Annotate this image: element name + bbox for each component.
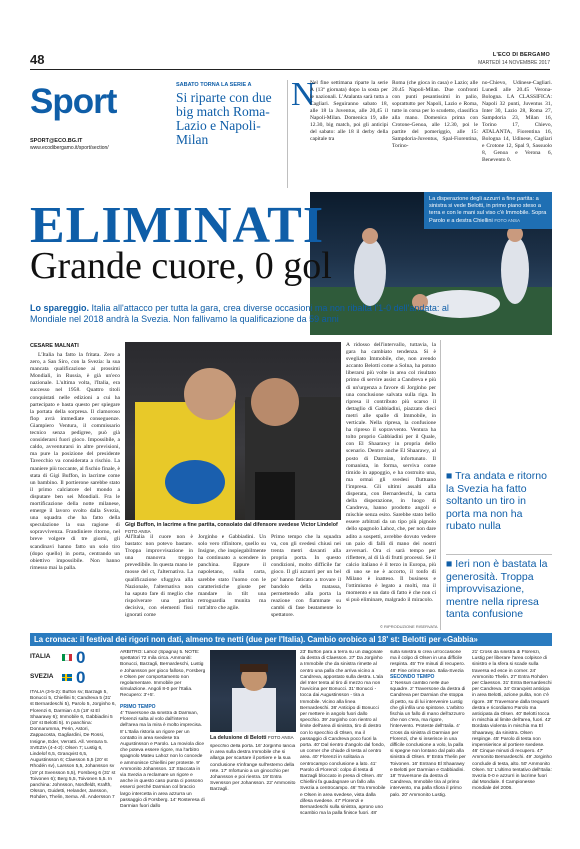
sweden-flag-icon <box>62 674 72 681</box>
divider-pullquotes <box>440 340 441 630</box>
home-goals: 0 <box>76 648 86 667</box>
away-team: SVEZIA <box>30 673 54 680</box>
issue-date: MARTEDÌ 14 NOVEMBRE 2017 <box>478 60 550 66</box>
lead-kicker: Lo spareggio. <box>30 303 90 313</box>
pullquote-1-text: Tra andata e ritorno la Svezia ha fatto soltanto un tiro in porta ma non ha rubato nulla <box>446 470 547 532</box>
pullquote-2-text: Ieri non è bastata la generosità. Troppa improvvisazione, mentre nella ripresa tanta confusione <box>446 558 548 620</box>
top-photo-caption-credit: FOTO ANSA <box>494 218 520 223</box>
pullquote-separator <box>446 554 552 555</box>
pullquote-1 <box>446 470 552 533</box>
top-col-3: no-Chievo, Udinese-Cagliari. Lunedì alle 20.45 Verona-Bologna. LA CLASSIFICA: Napoli 32 punti, Juventus 31, Inter 30, Lazio 28, Roma 27, Sampdoria 23, Milan 16, Torino 17, Chievo, ATALANTA, Fiorentina 16, Bologna 14, Udinese, Cagliari e Crotone 12, Spal 9, Sassuolo 8, Genoa e Verona 6, Benevento 0. <box>482 80 552 163</box>
chronicle-col-3: specchio della porta. 16' Jorginho lancia in area sulla destra Immobile che si allarga per scartare il portiere e la sua conclusione s'infrange sull'esterno della rete. 17' Infortunio a un ginocchio per Johansson e poi rientra. 19' Entra Svensson per Johansson. 22' Ammonito Barzagli. <box>210 744 296 793</box>
page-number: 48 <box>30 52 45 67</box>
section-email: SPORT@ECO.BG.IT <box>30 138 83 144</box>
belotti-caption-text: La delusione di Belotti <box>210 735 267 741</box>
top-photo-caption <box>424 192 552 229</box>
top-photo-caption-text: La disperazione degli azzurri a fine partita: a sinistra si vede Belotti, in primo piano steso a terra e con le mani sul viso c'è Immobile. Sopra Parolo e a destra Chiellini <box>429 196 547 224</box>
chronicle-col-5: sulla sinistra si crea un'occasione ma il colpo di Olsen in una difficile respinta. 45' Tre minuti di recupero. 48' Fine primo tempo, Italia-Svezia <box>390 650 466 672</box>
headline-sub: Grande cuore, 0 gol <box>30 245 332 287</box>
chronicle-col-4: 23' Buffon para a terra su un diagonale da destra di Claesson. 27' Da Jorginho a Immobile che da sinistra rimette al centro una palla che arriva vicino a Candreva, appostato sulla destra. L'ala del Inter tenta al tiro di mezzo ma non l'avvicina per Bonucci. 31' Bonucci - tocca dai Augustinsson - tira a Immobile. Vicino alla linea Bernardeschi. 36' Anticipo di Bonucci per mettere in angolo fuori dallo specchio. 39' Jorginho con rientro al limite dell'area di sinistra, tiro di destro con lo specchio di Olsen, ma il passaggio di Candreva poco fuori la porta. 40' Dal rientro d'angolo dal fondo, un corner che chiude di testa al centro area. 40' Florenzi in solitaria a centrocampo conclusione a lato. 41' Parolo di Florenzi: colpo di testa di Barzagli bloccato in presa di Olsen. 45' Chiellini fa guadagnare un fallo alla Svezia a centrocampo. 46' Tra Immobile e Olsen in area svedese, vista dalla difesa svedese. 47' Florenzi e Bernardeschi sulla sinistra, aprono uno scambio ma la palla finisce fuori. 48' <box>300 650 386 815</box>
pullquote-2 <box>446 558 552 621</box>
buffon-lindelof-photo-icon <box>125 342 341 520</box>
article-col-5: A ridosso dell'intervallo, tuttavia, la gara ha cambiato tendenza. Si è svegliato Immobile, che, non avendo accanto Belotti come a Solna, ha potuto liberarsi più volte in area col risultato primo di servire assist a Candreva e più di un'urgenza a favore di Jorginho per una conclusione salvata sulla riga. In ripresa il contributo più scarso il dettaglio di Gabbiadini, piazzato dieci metri alle spalle di Immobile, in verticale. Nella ripresa, la confusione ha ripreso il sopravvento. Ventura ha tolto proprio Gabbiadini per il Quale, con El Shaarawy in propria dello scenario. Dentro anche El Shaarawy, al posto di Darmian, infortunato. Il romanista, in forma, serviva come timido in appoggio, e ha costruito una, ma ormai gli svedesi fluttuano l'impresa. Gli ultimi assalti alla disperata, con Bernardeschi, la carta della disperazione, in luogo di Candreva, hanno prodotto angoli e mischie senza esito. Sarebbe stato bello essere arbitrati da un tipo più pignolo dello spagnolo Lahoz, che, per non dare adito a sospetti, avrebbe dovuto vedere un paio di falli di mano dei nostri avversari. Ora ci sarà tempo per riflettere, al di là di frutti processi. Se il calcio italiano è il terzo in Europa, più di uno se ne è accorto, il tonfo di Milano è inatteso. Il business e l'ottimismo è legato a molti, ma il momento e un dato di fatto è che non ci si può eliminare, malgrado il miracolo. <box>346 342 436 604</box>
second-half-title: SECONDO TEMPO <box>390 674 435 680</box>
referee-notes: ARBITRO: Lahoz (Spagna) 5. NOTE: spettatori 72 mila circa. Ammoniti: Bonucci, Barzagli, Bernardeschi, Lustig e Johansson per gioco falloso, Forsberg e Olsen per comportamento non regolamentare. Immobile per simulazione. Angoli 8-0 per l'Italia. Recupero: 3'+5'. <box>120 650 206 699</box>
teaser-title: Si riparte con due big match Roma-Lazio e Napoli-Milan <box>176 90 272 147</box>
chronicle-banner: La cronaca: il festival dei rigori non dati, almeno tre netti (due per l'Italia). Cambio orobico al 18' st: Belotti per «Gabbia» <box>30 633 552 646</box>
pullquote-2-bullet: ■ <box>446 558 456 570</box>
newspaper-name: L'ECO DI BERGAMO <box>492 52 550 58</box>
article-col-4: Primo tempo che la squadra va, con gli svedesi chiusi nei trenta metri davanti alla propria porta. In questo condizioni, molto difficile far gioco. Il gli azzurri per un bel po' hanno faticato a trovare il bandolo della matassa, permettendo alla porta la reazione con fiammate su cambi di fase beatamente lo spettatore. <box>271 534 341 619</box>
reproduction-note: © RIPRODUZIONE RISERVATA <box>380 624 438 629</box>
divider-teaser <box>287 80 288 188</box>
main-photo-caption-credit: FOTO ANSA <box>125 528 151 534</box>
section-title: Sport <box>30 82 117 121</box>
first-half-title: PRIMO TEMPO <box>120 704 156 710</box>
belotti-caption-credit: FOTO ANSA <box>268 735 294 740</box>
second-half-text: 1' Nessun cambio nelle due squadre. 2' Traversone da destra di Candreva per Darmian che stoppa di petto, su di lui intervenire Lustig che gli infila uno spintone. L'arbitro fischia un fallo di mano dell'azzurro che non c'era, ma rigore, l'intervento. Proteste dell'Italia. 4' Cross da sinistra di Darmian per Florenzi, che si inserisce in una difficile conclusione a volo, la palla si spegne non lontano dal palo alla sinistra di Olsen. 9' Entra Thelin per Toivonen. 16' Entrano El Shaarawy e Belotti per Darmian e Gabbiadini. 18' Traversone da destra di Candreva, Immobile tira al primo intervento, ma palla sfiora il primo palo. 20' Ammonito Lustig. <box>390 681 466 798</box>
teaser-kicker: SABATO TORNA LA SERIE A <box>176 82 252 88</box>
drop-cap: N <box>291 76 316 113</box>
main-photo <box>125 342 341 520</box>
first-half-text: 4' Traversone da sinistra di Darmian, Florenzi salta al volo dall'interno dell'area ma la mira è molto imprecisa. 8' L'Italia ristoria un rigore per un contatto in area svedese tra Augustinsson e Parolo. La moviola dice che poteva essere rigore, ma l'arbitro spagnolo Mateu Lahoz non lo concede e ammonisce Chiellini per proteste. 9' Ammonito Johansson. 13' Staccata in via Svezia a reclamare un rigore e anche in questo caso punta ci possono esserci perché Darmian col braccio largo intercetta in area azzurra un passaggio di Forsberg. 14' Rosteresa di Darmian fuori dallo <box>120 711 205 810</box>
home-team: ITALIA <box>30 653 51 660</box>
away-goals: 0 <box>76 668 86 687</box>
byline: CESARE MALNATI <box>30 343 79 349</box>
headline-lead <box>30 303 455 325</box>
top-col-1: Nel fine settimana riparte la serie A (13ª giornata) dopo la sosta per le nazionali. L'Atalanta sarà tutta a Cagliari. Seguiranno sabato 18, alle 18 la Juventus, alle 20,45 il Napoli-Milan. Domenica 19, alle 12.30, big match, poi gli anticipi del sabato: alle 18 il derby della capitale tra <box>310 80 388 142</box>
section-web: www.ecodibergamo.it/sport/section/ <box>30 145 109 151</box>
italy-flag-icon <box>62 654 72 661</box>
lead-text: Italia all'attacco per tutta la gara, crea diverse occasioni ma non ribalta l'1-0 dell'andata: al Mondiale nel 2018 andrà la Svezia. Non fallivamo la qualificazione da 59 anni <box>30 303 449 324</box>
chronicle-col-6: 21' Cross da sinistra di Florenzi, Lustig per liberare l'area colpisce di sinistro e la sfera si scade sulla traversa ed esce in corner. 24' Ammonito Thelin. 27' Entra Rohden per Claesson. 31' Entra Bernardeschi per Candreva. 34' Granqvist anticipa in area Belotti, azione pulita, non c'è rigore. 38' Traversone dalla trequarti destra e ricordiamo Parolo ma anticipata da Olsen. 40' Belotti tocca in mischia al limite dell'area, fuori. 42' Bordata violenta in mischia ma El Shaarawy, da sinistra. Olsen respinge. 45' Parolo di testa non impensierisce al portiere svedese. 46' Cinque minuti di recupero. 47' Ammonito Bernardeschi. 49' Jorginho conclude di testa, alto. 50' Ammonito Olsen. 51' L'ultimo tentativo dell'Italia: Svezia 0-0 e azzurri in lacrime fuori dal Mondiale. Il Campionesse mondiale del 2006. <box>472 650 552 792</box>
headline-main: ELIMINATI <box>30 197 325 254</box>
lineups: ITALIA (3-5-2): Buffon sv; Barzagli 5, Bonucci 5, Chiellini 5; Candreva 5 (31' st Bernardeschi 5), Parolo 5, Jorginho 6, Florenzi 6, Darmian 4,5 (18' st El Shaarawy 6); Immobile 6, Gabbiadini 5 (18' st Belotti 5). In panchina: Donnarumma, Perin, Astori, Zappacosta, Gagliardini, De Rossi, Insigne, Eder, Verratti. All. Ventura 5. SVEZIA (4-4-2): Olsen 7; Lustig 6, Lindelof 6,5, Granqvist 6,5, Augustinsson 6; Claesson 5,5 (20' st Rhodén sv), Larsson 5,5, Johansson sv (19' pt Svensson 5,5), Forsberg 6 (31' st Toivonen 6); Berg 5,5, Toivonen 5,5. In panchina: Johnsson, Nordfeldt, Krafth, Olsson, Guidetti, Helander, Jansson, Rohden, Thelin, Sema. All. Andersson 7 <box>30 690 116 801</box>
header-rule <box>30 69 550 70</box>
belotti-photo-caption <box>210 735 296 741</box>
belotti-photo <box>210 650 296 732</box>
top-col-2: Roma (che gioca in casa) e Lazio; alle 20.45 Napoli-Milan. Due confronti con punti pesantissimi in palio, soprattutto per Napoli, Lazio e Roma, tutte in corsa per lo scudetto, classifica alla mano. Domenica prima con Crotone-Genoa, alle 12.30, poi le partite del pomeriggio, alle 15: Sampdoria-Juventus, Spal-Fiorentina, Torino- <box>392 80 478 149</box>
article-col-2: All'Italia il cuore non è bastato: non potevo bastare. Troppa improvvisazione in una manovra troppo prevedibile. In questa mano le mosse del ct, l'alternativa. La qualificazione sfuggiva alla Nazionale, l'alternativa non ha saputo fare di meglio che rispolverare una partita decisiva, con elementi fissi ignorati come <box>125 534 193 619</box>
article-col-3: Jorginho e Gabbiadini. Un solo vero rifinitore, quello su Insigne, che inspiegabilmente ha continuato a scendere in panchina. Eppure il napoletano, sulla carta, sarebbe stato l'uomo con le caratteristiche giuste per mandare in tilt una retroguardia munita ma tutt'altro che agile. <box>198 534 266 611</box>
article-col-1: L'Italia ha fatto la fritata. Zero a zero, a San Siro, con la Svezia: la sua mancata qualificazione ai prossimi Mondiali, in Russia, è già un'eco nazionale. L'ultima volta, l'Italia, era successo nel 1958. Quattro titoli conquistati nelle edizioni a cui ha partecipato e basta questo per spiegare la portata della sorpresa. Il clamoroso flop avrà immediate conseguenze. Giampiero Ventura, il commissario tecnico senza pedigree, può già considerarsi fuori gioco. Impossibile, a caldo, avventurarsi in altre previsioni, ma pure la posizione del presidente Tavecchio va considerata a rischio. La maniere più toccante, al fischio finale, è stata di Gigi Buffon, in lacrime come un bambino. Il portierone sarebbe stato il primo calciatore del mondo a disputare ben sei Mondiali. Fra le mortificazione della notte milanese, emerge il lavoro svolto dalla Svezia, una squadra che ha fatto della speculazione la sua ragione di sopravvivenza. Frandiniere ritorno, nel breve volgere di tre giorni, gli scandinavi hanno fatto un solo tiro (dopo quello) in porta, centrando un obiettivo impossibile. Non hanno rimesso mai la palla. <box>30 352 120 571</box>
belotti-photo-icon <box>210 650 296 732</box>
pullquote-1-bullet: ■ <box>446 470 456 482</box>
main-photo-caption-text: Gigi Buffon, in lacrime a fine partita, consolato dal difensore svedese Victor Lindelof <box>125 522 338 528</box>
